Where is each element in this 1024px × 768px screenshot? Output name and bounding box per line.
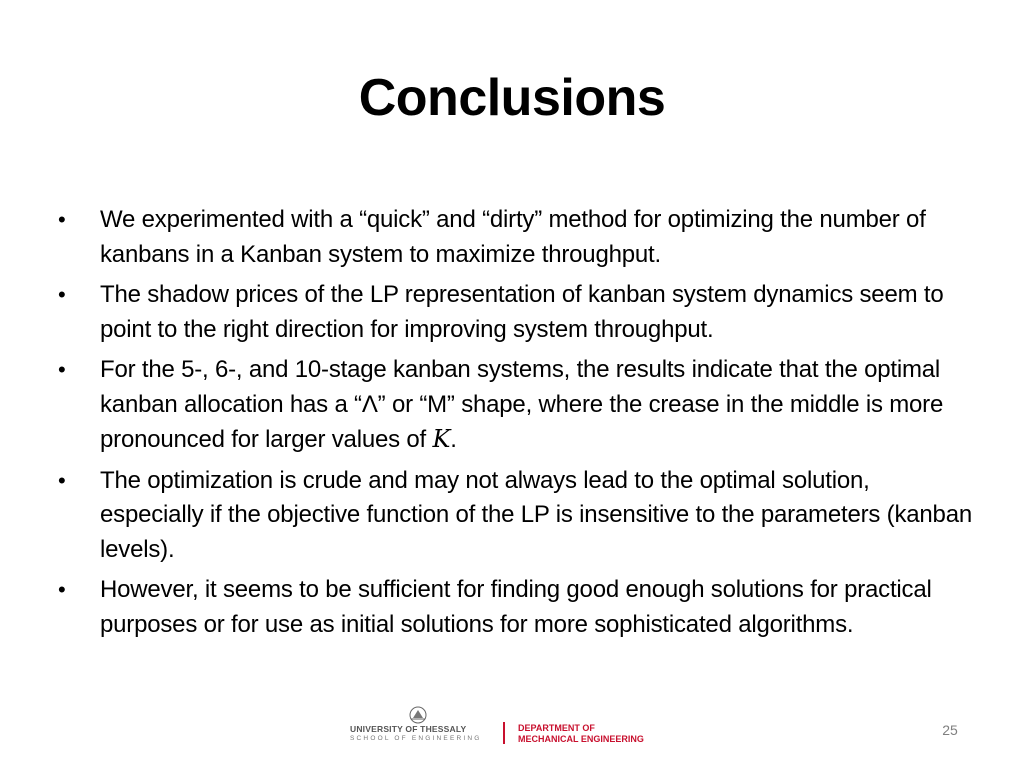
bullet-text: For the 5-, 6-, and 10-stage kanban systems, the results indicate that the optimal kanban allocation has a “Λ” or “M” shape, where the crease in the middle is more pronounced for larger values of: [100, 356, 944, 453]
slide-title: Conclusions: [358, 69, 666, 127]
bullet-item: [58, 464, 978, 568]
bullet-item: [58, 278, 978, 347]
footer-logos: [350, 706, 690, 746]
bullet-item: [58, 353, 978, 458]
university-seal-icon: [407, 706, 429, 724]
bullet-text: The optimization is crude and may not always lead to the optimal solution, especially if the objective function of the LP is insensitive to the parameters (kanban levels).: [100, 466, 972, 563]
bullet-text: We experimented with a “quick” and “dirty” method for optimizing the number of kanbans in a Kanban system to maximize throughput.: [100, 206, 926, 268]
footer-divider: [503, 722, 505, 744]
department-line-2: MECHANICAL ENGINEERING: [518, 734, 644, 744]
department-name: [518, 723, 644, 745]
bullet-dot-icon: •: [58, 577, 66, 602]
university-name: UNIVERSITY OF THESSALY: [350, 724, 467, 734]
university-logo: [350, 706, 495, 746]
bullet-item: [58, 203, 978, 272]
bullet-dot-icon: •: [58, 282, 66, 307]
bullet-dot-icon: •: [58, 357, 66, 382]
math-variable-k: K: [432, 425, 451, 453]
bullet-item: [58, 573, 978, 642]
page-number: 25: [942, 722, 958, 738]
department-line-1: DEPARTMENT OF: [518, 723, 595, 733]
school-name: SCHOOL OF ENGINEERING: [350, 735, 482, 742]
bullet-text: However, it seems to be sufficient for finding good enough solutions for practical purposes or for use as initial solutions for more sophisticated algorithms.: [100, 576, 932, 638]
bullet-dot-icon: •: [58, 207, 66, 232]
bullet-dot-icon: •: [58, 467, 66, 493]
bullet-list: [58, 203, 978, 648]
bullet-text: The shadow prices of the LP representation of kanban system dynamics seem to point to the right direction for improving system throughput.: [100, 281, 944, 343]
bullet-text-suffix: .: [450, 426, 457, 453]
